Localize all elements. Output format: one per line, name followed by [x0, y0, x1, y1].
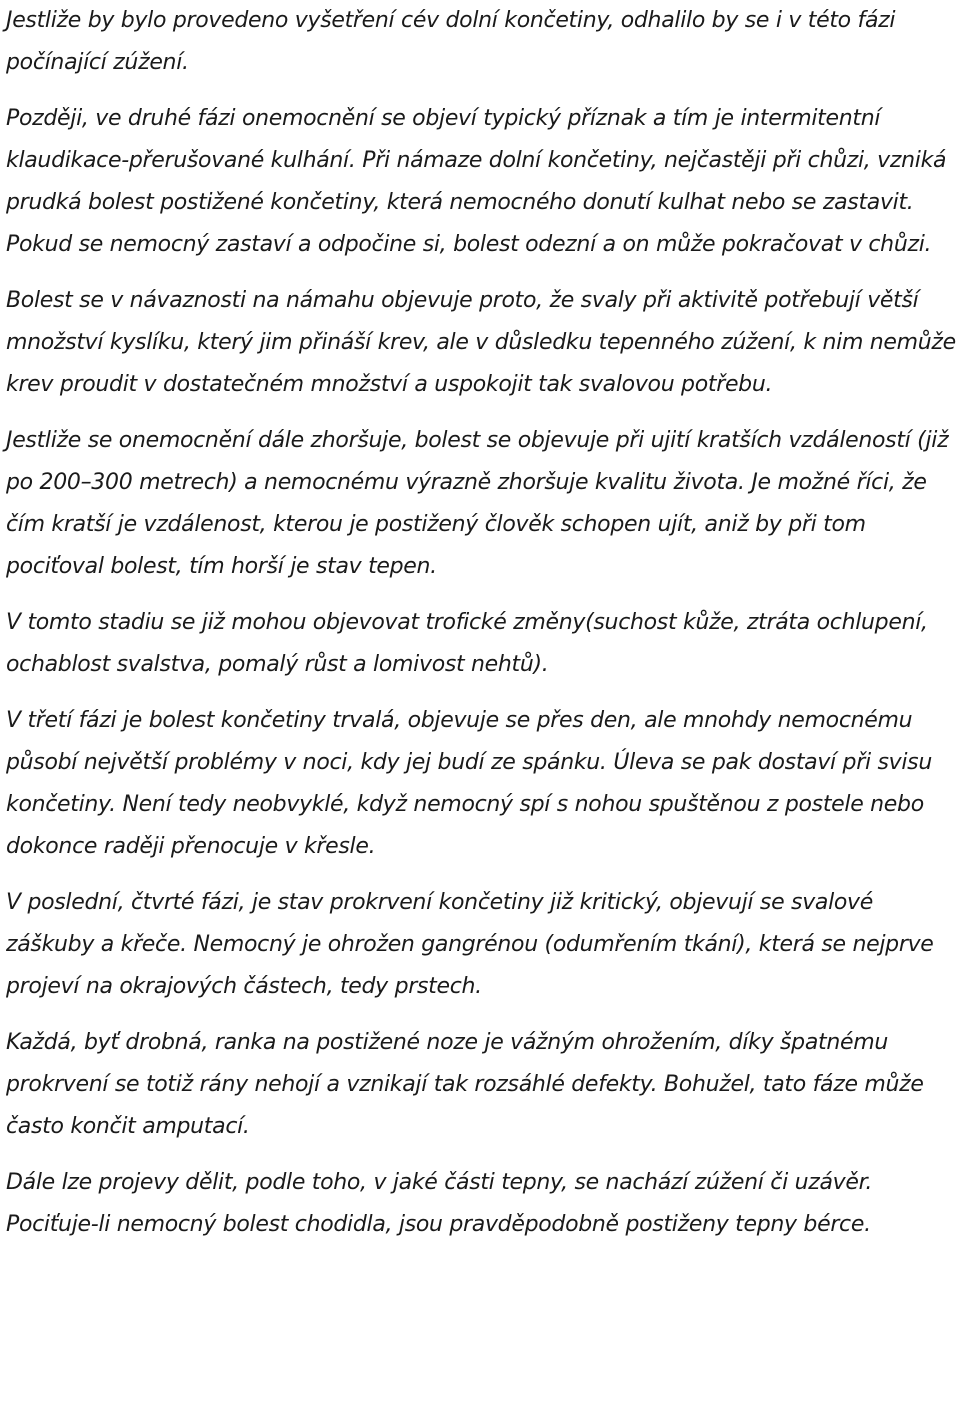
- paragraph-text: V tomto stadiu se již mohou objevovat trofické změny(suchost kůže, ztráta ochlupení, ochablost svalstva, pomalý růst a lomivost nehtů).: [6, 610, 928, 677]
- paragraph-worsening: [6, 420, 956, 588]
- paragraph-third-stage: [6, 700, 956, 868]
- document-page: [6, 0, 956, 1260]
- paragraph-text: Úleva se pak dostaví při svisu končetiny.: [6, 750, 932, 817]
- paragraph-text: Jestliže se onemocnění dále zhoršuje, bolest se objevuje při ujití kratších vzdáleností (již po 200–300 metrech) a nemocnému výrazně zhoršuje kvalitu života.: [6, 428, 949, 495]
- paragraph-text: Bohužel, tato fáze může často končit amputací.: [6, 1072, 924, 1139]
- paragraph-text: Později, ve druhé fázi onemocnění se objeví typický příznak a tím je intermitentní klaudikace-přerušované kulhání.: [6, 106, 881, 173]
- paragraph-second-stage: [6, 98, 956, 266]
- paragraph-text: V poslední, čtvrté fázi, je stav prokrvení končetiny již kritický, objevují se svalové záškuby a křeče.: [6, 890, 874, 957]
- paragraph-text: Nemocný je ohrožen gangrénou (odumřením tkání), která se nejprve projeví na okrajových částech, tedy prstech.: [6, 932, 934, 999]
- paragraph-text: Každá, byť drobná, ranka na postižené noze je vážným ohrožením, díky špatnému prokrvení se totiž rány nehojí a vznikají tak rozsáhlé defekty.: [6, 1030, 888, 1097]
- paragraph-text: Je možné říci, že čím kratší je vzdálenost, kterou je postižený člověk schopen ujít, aniž by při tom pociťoval bolest, tím horší je stav tepen.: [6, 470, 927, 579]
- paragraph-localization: [6, 1162, 956, 1246]
- paragraph-pain-cause: [6, 280, 956, 406]
- paragraph-wounds: [6, 1022, 956, 1148]
- paragraph-trophic-changes: [6, 602, 956, 686]
- paragraph-fourth-stage: [6, 882, 956, 1008]
- paragraph-text: Jestliže by bylo provedeno vyšetření cév dolní končetiny, odhalilo by se i v této fázi počínající zúžení.: [6, 8, 896, 75]
- paragraph-text: Pokud se nemocný zastaví a odpočine si, bolest odezní a on může pokračovat v chůzi.: [6, 232, 932, 257]
- paragraph-text: Pociťuje-li nemocný bolest chodidla, jsou pravděpodobně postiženy tepny bérce.: [6, 1212, 871, 1237]
- paragraph-text: Není tedy neobvyklé, když nemocný spí s nohou spuštěnou z postele nebo dokonce raději přenocuje v křesle.: [6, 792, 924, 859]
- paragraph-text: Při námaze dolní končetiny, nejčastěji při chůzi, vzniká prudká bolest postižené končetiny, která nemocného donutí kulhat nebo se zastavit.: [6, 148, 947, 215]
- paragraph-text: V třetí fázi je bolest končetiny trvalá, objevuje se přes den, ale mnohdy nemocnému působí největší problémy v noci, kdy jej budí ze spánku.: [6, 708, 913, 775]
- paragraph-text: Bolest se v návaznosti na námahu objevuje proto, že svaly při aktivitě potřebují větší množství kyslíku, který jim přináší krev, ale v důsledku tepenného zúžení, k nim nemůže krev proudit v dostatečném množství a uspokojit tak svalovou potřebu.: [6, 288, 956, 397]
- paragraph-text: Dále lze projevy dělit, podle toho, v jaké části tepny, se nachází zúžení či uzávěr.: [6, 1170, 873, 1195]
- paragraph-early-stage: [6, 0, 956, 84]
